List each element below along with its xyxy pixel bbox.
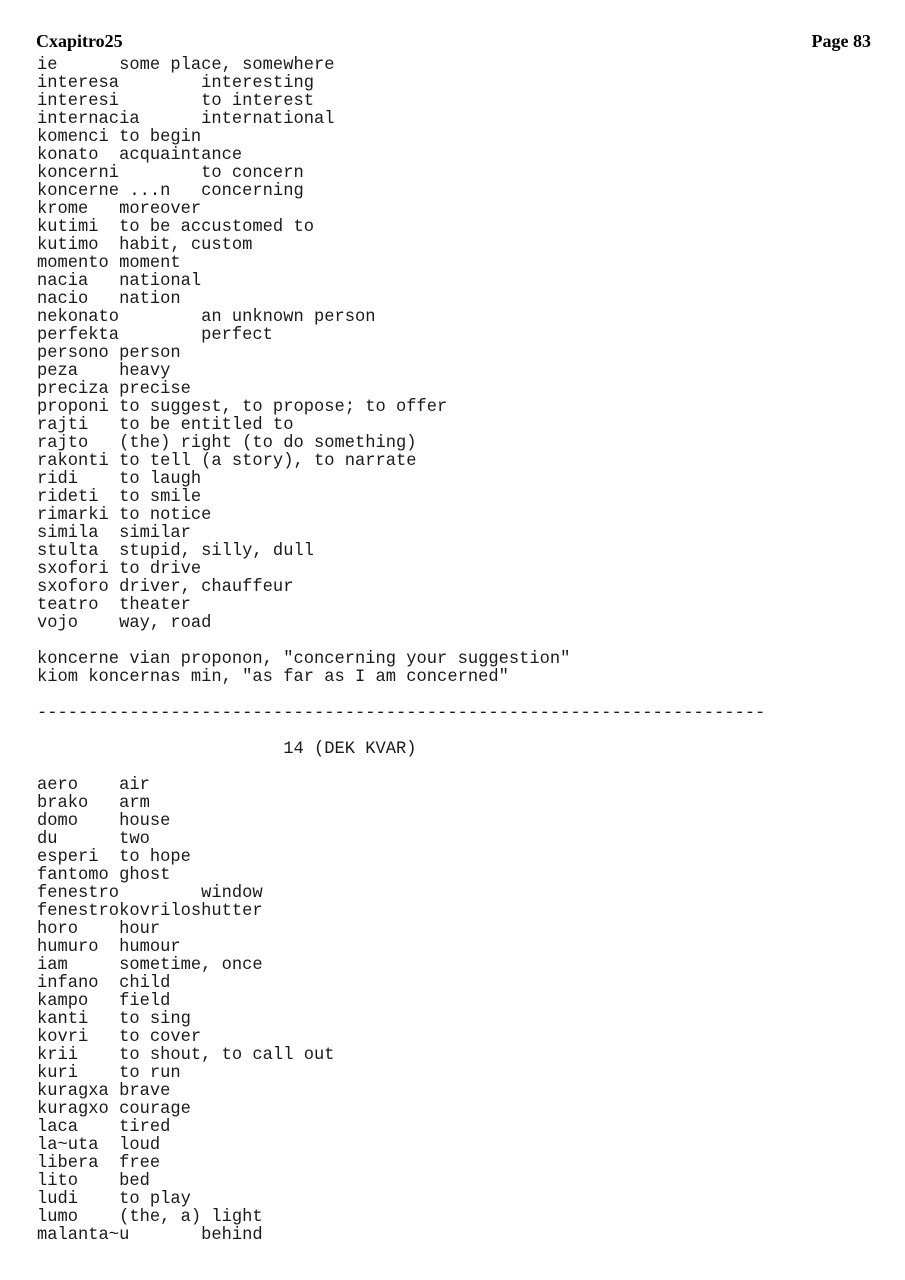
text-line: kuragxo courage: [37, 1100, 191, 1119]
text-line: rakonti to tell (a story), to narrate: [37, 452, 417, 471]
text-line: kovri to cover: [37, 1028, 202, 1047]
text-line: humuro humour: [37, 938, 181, 957]
text-line: [37, 633, 765, 651]
text-line: rajto (the) right (to do something): [37, 434, 417, 453]
text-line: koncerne vian proponon, "concerning your suggestion": [37, 650, 571, 669]
text-line: brako arm: [37, 794, 150, 813]
text-line: momento moment: [37, 254, 181, 273]
text-line: malanta~u behind: [37, 1226, 263, 1245]
text-line: [37, 687, 765, 705]
text-line: nekonato an unknown person: [37, 308, 376, 327]
text-line: domo house: [37, 812, 171, 831]
divider-line: -----------------------------------------------------------------------: [37, 704, 766, 723]
text-line: peza heavy: [37, 362, 171, 381]
text-line: koncerni to concern: [37, 164, 304, 183]
text-line: internacia international: [37, 110, 335, 129]
text-line: konato acquaintance: [37, 146, 243, 165]
text-line: krii to shout, to call out: [37, 1046, 335, 1065]
text-line: la~uta loud: [37, 1136, 161, 1155]
text-line: kutimo habit, custom: [37, 236, 253, 255]
text-line: sxoforo driver, chauffeur: [37, 578, 294, 597]
text-line: libera free: [37, 1154, 161, 1173]
text-line: persono person: [37, 344, 181, 363]
text-line: sxofori to drive: [37, 560, 202, 579]
text-line: kampo field: [37, 992, 171, 1011]
text-line: teatro theater: [37, 596, 191, 615]
text-line: horo hour: [37, 920, 161, 939]
text-line: vojo way, road: [37, 614, 212, 633]
text-line: du two: [37, 830, 150, 849]
text-line: fantomo ghost: [37, 866, 171, 885]
text-line: rideti to smile: [37, 488, 202, 507]
text-line: ridi to laugh: [37, 470, 202, 489]
text-line: lito bed: [37, 1172, 150, 1191]
text-line: interesa interesting: [37, 74, 314, 93]
text-line: kiom koncernas min, "as far as I am concerned": [37, 668, 509, 687]
text-line: preciza precise: [37, 380, 191, 399]
text-line: komenci to begin: [37, 128, 202, 147]
text-line: krome moreover: [37, 200, 202, 219]
chapter-title: Cxapitro25: [36, 31, 123, 51]
text-line: simila similar: [37, 524, 191, 543]
text-line: nacia national: [37, 272, 202, 291]
text-line: perfekta perfect: [37, 326, 273, 345]
text-line: interesi to interest: [37, 92, 314, 111]
text-line: ie some place, somewhere: [37, 56, 335, 75]
text-line: koncerne ...n concerning: [37, 182, 304, 201]
text-line: ludi to play: [37, 1190, 191, 1209]
text-line: kuragxa brave: [37, 1082, 171, 1101]
text-line: kutimi to be accustomed to: [37, 218, 314, 237]
text-line: nacio nation: [37, 290, 181, 309]
text-line: laca tired: [37, 1118, 171, 1137]
text-line: infano child: [37, 974, 171, 993]
vocabulary-text: [37, 57, 765, 1245]
text-line: kuri to run: [37, 1064, 181, 1083]
text-line: iam sometime, once: [37, 956, 263, 975]
text-line: [37, 723, 765, 741]
text-line: lumo (the, a) light: [37, 1208, 263, 1227]
text-line: rimarki to notice: [37, 506, 212, 525]
text-line: fenestrokovriloshutter: [37, 902, 263, 921]
text-line: esperi to hope: [37, 848, 191, 867]
text-line: rajti to be entitled to: [37, 416, 294, 435]
text-line: kanti to sing: [37, 1010, 191, 1029]
text-line: fenestro window: [37, 884, 263, 903]
text-line: aero air: [37, 776, 150, 795]
text-line: proponi to suggest, to propose; to offer: [37, 398, 448, 417]
text-line: 14 (DEK KVAR): [37, 740, 417, 759]
page-number: Page 83: [811, 31, 871, 51]
text-line: stulta stupid, silly, dull: [37, 542, 314, 561]
text-line: [37, 759, 765, 777]
